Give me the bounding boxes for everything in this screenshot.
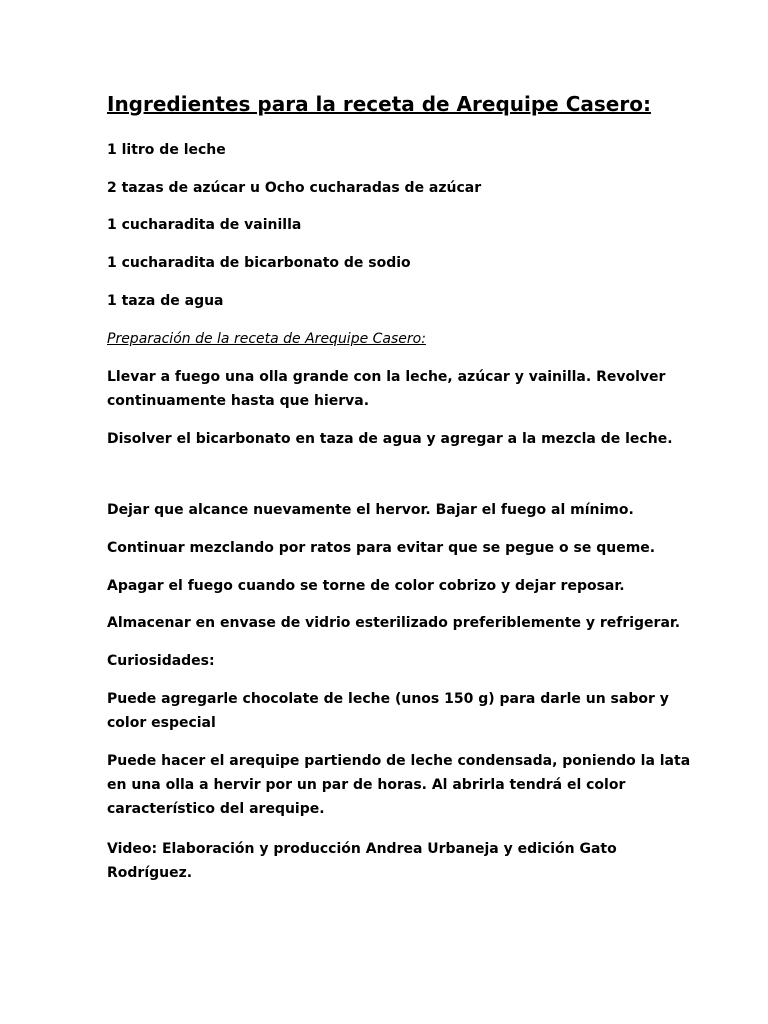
curiosity-item xyxy=(107,687,669,735)
curiosity-line: Puede hacer el arequipe partiendo de leche condensada, poniendo la lata xyxy=(107,753,691,769)
preparation-step xyxy=(107,574,625,598)
ingredient-item: 2 tazas de azúcar u Ocho cucharadas de azúcar xyxy=(107,180,482,196)
curiosity-line: en una olla a hervir por un par de horas. Al abrirla tendrá el color xyxy=(107,777,626,793)
preparation-step xyxy=(107,365,665,413)
step-line: Almacenar en envase de vidrio esterilizado preferiblemente y refrigerar. xyxy=(107,615,681,631)
preparation-step xyxy=(107,427,673,451)
ingredient-item: 1 cucharadita de bicarbonato de sodio xyxy=(107,255,411,271)
credits-line: Rodríguez. xyxy=(107,865,193,881)
step-line: Apagar el fuego cuando se torne de color cobrizo y dejar reposar. xyxy=(107,578,625,594)
step-line: Dejar que alcance nuevamente el hervor. Bajar el fuego al mínimo. xyxy=(107,502,634,518)
credits xyxy=(107,837,617,885)
curiosity-item xyxy=(107,749,690,821)
step-line: continuamente hasta que hierva. xyxy=(107,393,370,409)
curiosity-line: Puede agregarle chocolate de leche (unos 150 g) para darle un sabor y xyxy=(107,691,669,707)
curiosities-heading: Curiosidades: xyxy=(107,653,215,669)
step-line: Continuar mezclando por ratos para evitar que se pegue o se queme. xyxy=(107,540,656,556)
preparation-step xyxy=(107,536,655,560)
ingredient-item: 1 cucharadita de vainilla xyxy=(107,217,302,233)
credits-line: Video: Elaboración y producción Andrea Urbaneja y edición Gato xyxy=(107,841,617,857)
ingredient-item: 1 taza de agua xyxy=(107,293,224,309)
preparation-heading: Preparación de la receta de Arequipe Casero: xyxy=(107,331,426,347)
page-title: Ingredientes para la receta de Arequipe Casero: xyxy=(107,92,651,116)
preparation-step xyxy=(107,611,680,635)
preparation-step xyxy=(107,498,634,522)
step-line: Disolver el bicarbonato en taza de agua y agregar a la mezcla de leche. xyxy=(107,431,673,447)
curiosity-line: característico del arequipe. xyxy=(107,801,325,817)
curiosity-line: color especial xyxy=(107,715,216,731)
step-line: Llevar a fuego una olla grande con la leche, azúcar y vainilla. Revolver xyxy=(107,369,666,385)
ingredient-item: 1 litro de leche xyxy=(107,142,226,158)
